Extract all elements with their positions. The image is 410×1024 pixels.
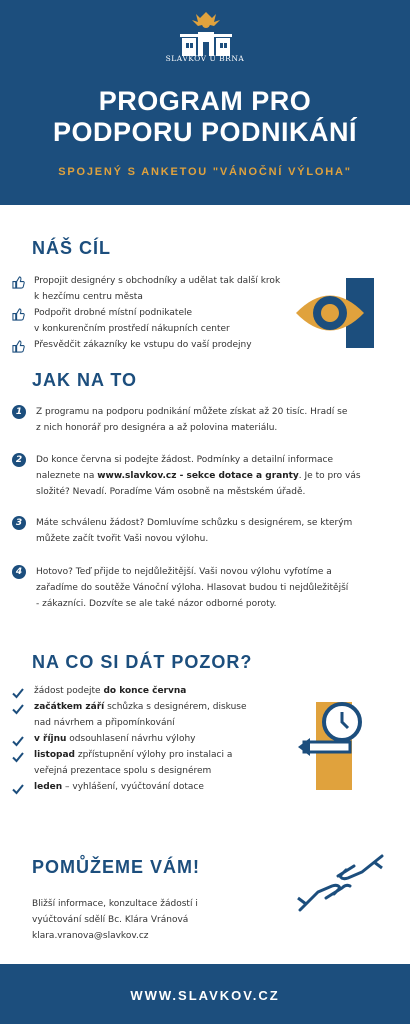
page-subtitle: SPOJENÝ S ANKETOU "VÁNOČNÍ VÝLOHA" [58, 166, 352, 178]
attention-heading: NA CO SI DÁT POZOR? [32, 652, 253, 672]
check-icon [12, 687, 24, 699]
goal-heading: NÁŠ CÍL [32, 238, 111, 258]
howto-step [12, 564, 382, 612]
help-line: Bližší informace, konzultace žádostí i [32, 899, 198, 909]
step-text: Do konce června si podejte žádost. Podmínky a detailní informace [36, 455, 333, 465]
header-banner [0, 0, 410, 205]
step-text: z nich honorář pro designéra a až polovina materiálu. [36, 423, 278, 433]
attention-text: zpřístupnění výlohy pro instalaci a [74, 750, 233, 760]
attention-date: leden [34, 782, 63, 792]
check-icon [12, 751, 24, 763]
page-title [0, 86, 410, 148]
step-number: 4 [12, 565, 26, 579]
step-text: Hotovo? Teď přijde to nejdůležitější. Vaši novou výlohu vyfotíme a [36, 567, 332, 577]
attention-text: schůzka s designérem, diskuse [104, 702, 247, 712]
contact-email[interactable]: klara.vranova@slavkov.cz [32, 931, 149, 941]
footer [0, 964, 410, 1024]
attention-item [12, 779, 204, 799]
step-text: Z programu na podporu podnikání můžete získat až 20 tisíc. Hradí se [36, 407, 348, 417]
attention-date: začátkem září [34, 702, 105, 712]
howto-step [12, 515, 382, 547]
check-icon [12, 735, 24, 747]
step-text: můžete začít tvořit Vaši novou výlohu. [36, 534, 209, 544]
help-text [32, 896, 198, 944]
goal-item-line: Propojit designéry s obchodníky a udělat tak další krok [34, 276, 281, 286]
attention-text: odsouhlasení návrhu výlohy [66, 734, 196, 744]
attention-item [12, 699, 247, 731]
eye-icon [294, 278, 376, 348]
helping-hands-icon [296, 848, 386, 920]
step-text: zařadíme do soutěže Vánoční výloha. Hlasovat budou ti nejdůležitější [36, 583, 349, 593]
attention-text: – vyhlášení, vyúčtování dotace [62, 782, 204, 792]
title-line-1: PROGRAM PRO [98, 86, 312, 116]
step-number: 3 [12, 516, 26, 530]
check-icon [12, 783, 24, 795]
logo-text: SLAVKOV U BRNA [165, 54, 245, 63]
door-clock-icon [296, 700, 388, 792]
attention-date: do konce června [103, 686, 187, 696]
goal-item [12, 273, 280, 305]
footer-website-link[interactable]: WWW.SLAVKOV.CZ [130, 988, 280, 1003]
goal-item-line: Podpořit drobné místní podnikatele [34, 308, 193, 318]
attention-date: listopad [34, 750, 75, 760]
howto-step [12, 404, 382, 436]
thumbs-up-icon [12, 308, 25, 321]
attention-text: žádost podejte [34, 686, 104, 696]
step-text: složité? Nevadí. Poradíme Vám osobně na městském úřadě. [36, 487, 306, 497]
thumbs-up-icon [12, 276, 25, 289]
howto-step [12, 452, 382, 500]
title-line-2: PODPORU PODNIKÁNÍ [52, 117, 358, 147]
help-heading: POMŮŽEME VÁM! [32, 857, 200, 877]
step-number: 1 [12, 405, 26, 419]
help-line: vyúčtování sdělí Bc. Klára Vránová [32, 915, 189, 925]
goal-item-line: Přesvědčit zákazníky ke vstupu do vaší prodejny [34, 340, 252, 350]
step-number: 2 [12, 453, 26, 467]
goal-item [12, 305, 230, 337]
howto-heading: JAK NA TO [32, 370, 138, 390]
check-icon [12, 703, 24, 715]
attention-date: v říjnu [34, 734, 67, 744]
step-text: naleznete na [36, 471, 98, 481]
website-link[interactable]: www.slavkov.cz - sekce dotace a granty [97, 471, 299, 481]
step-text: Máte schválenu žádost? Domluvíme schůzku s designérem, se kterým [36, 518, 353, 528]
goal-item-line: k hezčímu centru města [34, 292, 143, 302]
step-text: . Je to pro vás [298, 471, 361, 481]
attention-text: nad návrhem a připomínkování [34, 718, 175, 728]
attention-item [12, 747, 232, 779]
goal-item [12, 337, 252, 357]
goal-item-line: v konkurenčním prostředí nákupních center [34, 324, 230, 334]
step-text: - zákazníci. Dozvíte se ale také názor odborné poroty. [36, 599, 277, 609]
attention-text: veřejná prezentace spolu s designérem [34, 766, 212, 776]
thumbs-up-icon [12, 340, 25, 353]
